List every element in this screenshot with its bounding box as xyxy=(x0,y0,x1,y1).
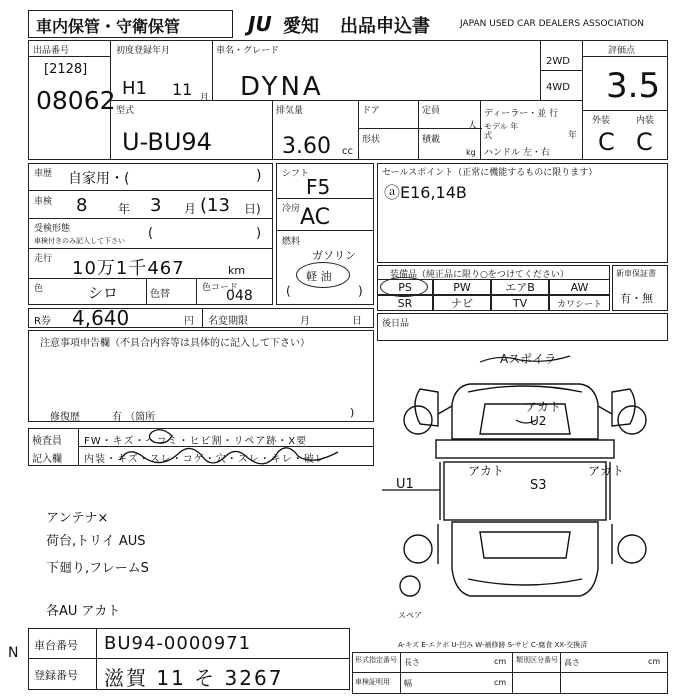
registration-label: 初度登録年月 xyxy=(116,46,171,56)
registration-month: 11 xyxy=(172,80,193,99)
org-name: 愛知 xyxy=(283,16,319,37)
association-name: JAPAN USED CAR DEALERS ASSOCIATION xyxy=(460,19,644,29)
aftermarket-label: 後日品 xyxy=(382,319,410,329)
lot-bracket-number: [2128] xyxy=(44,62,88,77)
grade-label: 評価点 xyxy=(608,46,636,56)
inspector-scribbles-icon xyxy=(110,426,380,476)
new-warranty-label: 新車保証書 xyxy=(616,269,656,278)
diagram-roof-mark: U2 xyxy=(530,414,547,428)
damage-legend: A-キズ E-エクボ U-凹み W-補修跡 S-サビ C-腐食 XX-交換済 xyxy=(398,641,588,649)
shape-label: 形状 xyxy=(362,135,381,145)
handle-side: ハンドル 左・右 xyxy=(484,148,550,158)
equipment-item: PS xyxy=(377,279,433,295)
inspection-month-unit: 月 xyxy=(184,202,197,216)
exterior-label: 外装 xyxy=(592,116,611,126)
inspection-year: 8 xyxy=(76,195,88,216)
model-year-unit: 年 xyxy=(568,131,578,141)
equipment-item: AW xyxy=(549,279,610,295)
remark-line: 各AU アカト xyxy=(46,604,121,619)
height-label: 高さ xyxy=(564,658,580,667)
repair-label: 修復歴 xyxy=(50,412,80,423)
sales-point-box xyxy=(377,163,668,263)
ac-label: 冷房 xyxy=(282,204,301,214)
inspector-row2: 内装・キズ・スレ・コゲ・穴・スレ・キレ・破レ xyxy=(84,454,326,465)
ac-value: AC xyxy=(300,205,331,230)
inspection-month: 3 xyxy=(150,195,162,216)
inspection-day: (13 xyxy=(200,195,230,216)
equipment-item: SR xyxy=(377,295,433,311)
received-label: 受検形態 xyxy=(34,224,71,234)
fuel-label: 燃料 xyxy=(282,237,301,247)
capacity-label: 定員 xyxy=(422,106,441,116)
interior-grade: C xyxy=(636,128,653,156)
doc-title: 出品申込書 xyxy=(340,16,430,37)
diagram-left-panel: アカト xyxy=(468,464,504,478)
displacement-unit: cc xyxy=(342,146,353,157)
recycle-amount: 4,640 xyxy=(72,306,130,330)
storage-label: 車内保管・守衛保管 xyxy=(36,17,181,36)
color-code-label: 色コード xyxy=(202,283,239,293)
drive-4wd: 4WD xyxy=(546,82,570,93)
inspection-day-unit: 日) xyxy=(244,202,261,216)
color-value: シロ xyxy=(88,284,119,302)
displacement-label: 排気量 xyxy=(276,106,304,116)
height-unit: cm xyxy=(648,657,661,666)
equipment-item: エアB xyxy=(491,279,549,295)
shift-value: F5 xyxy=(306,175,331,199)
length-unit: cm xyxy=(494,657,507,666)
history-label: 車歴 xyxy=(34,169,53,179)
reg-no-label: 登録番号 xyxy=(34,669,78,682)
model-label: 型式 xyxy=(116,106,135,116)
recycle-unit: 円 xyxy=(184,316,194,327)
diagram-right-panel: アカト xyxy=(588,464,624,478)
diagram-left-mark: U1 xyxy=(396,477,414,492)
lot-number: 08062 xyxy=(36,86,116,115)
mileage-value: 10万1千467 xyxy=(72,258,185,279)
shift-label: シフト xyxy=(282,169,310,179)
equipment-label: 装備品（純正品に限り○をつけてください） xyxy=(390,270,569,280)
class-number-label: 類別区分番号 xyxy=(516,656,558,664)
sales-point-label: セールスポイント（正常に機能するものに限ります） xyxy=(382,168,598,178)
chassis-value: BU94-0000971 xyxy=(104,633,252,654)
new-warranty-options: 有・無 xyxy=(620,292,653,305)
form-number-label: 形式指定番号 xyxy=(355,656,397,664)
equipment-item: PW xyxy=(433,279,491,295)
diagram-roof-paint: アカト xyxy=(525,400,561,414)
diagram-center-mark: S3 xyxy=(530,478,547,493)
lot-label: 出品番号 xyxy=(33,46,70,56)
equipment-item: ナビ xyxy=(433,295,491,311)
drive-2wd: 2WD xyxy=(546,56,570,67)
capacity-unit: 人 xyxy=(468,121,478,131)
registration-era: H1 xyxy=(122,78,147,99)
car-name-value: DYNA xyxy=(240,72,324,102)
diagram-spare-label: スペア xyxy=(398,611,422,620)
name-change-label: 名変期限 xyxy=(208,316,248,327)
notes-label: 注意事項申告欄（不具合内容等は具体的に記入して下さい） xyxy=(40,338,310,349)
sales-point-value: ⓐE16,14B xyxy=(384,183,467,202)
displacement-value: 3.60 xyxy=(282,134,331,159)
remark-line: アンテナ× xyxy=(46,511,109,526)
load-label: 積載 xyxy=(422,135,441,145)
margin-mark: N xyxy=(8,645,19,661)
diagram-top-label: Aスポイラ xyxy=(500,352,557,366)
mileage-unit: km xyxy=(228,264,246,277)
name-change-day: 日 xyxy=(352,316,362,327)
doors-label: ドア xyxy=(362,106,380,116)
equipment-item: カワシート xyxy=(549,295,610,311)
car-diagram-icon xyxy=(380,344,670,629)
received-note: 車検付きのみ記入して下さい xyxy=(34,237,125,245)
aftermarket-box xyxy=(377,313,668,341)
inspection-year-unit: 年 xyxy=(118,202,131,216)
ps-circled-icon xyxy=(380,277,428,297)
remark-line: 下廻り,フレームS xyxy=(46,561,149,576)
certification-label: 車検証明用 xyxy=(355,678,390,686)
reg-no-value: 滋賀 11 そ 3267 xyxy=(104,666,284,690)
chassis-label: 車台番号 xyxy=(34,639,78,652)
ju-logo-icon: JU xyxy=(248,12,272,36)
repair-value: 有 （箇所 xyxy=(112,412,156,423)
color-label: 色 xyxy=(34,284,44,294)
dealer-parallel: ディーラー・並 行 xyxy=(484,109,559,119)
load-unit: kg xyxy=(466,148,476,157)
inspection-label: 車検 xyxy=(34,197,53,207)
inspector-row1: FW・キズ・ヘコミ・ヒビ割・リペア跡・X要 xyxy=(84,436,308,447)
fuel-gasoline: ガソリン xyxy=(312,249,356,262)
width-label: 幅 xyxy=(404,679,412,688)
grade-value: 3.5 xyxy=(606,66,661,106)
history-value: 自家用・( xyxy=(68,171,130,187)
remark-line: 荷台,トリイ AUS xyxy=(46,534,146,549)
equipment-item: TV xyxy=(491,295,549,311)
interior-label: 内装 xyxy=(636,116,655,126)
registration-month-unit: 月 xyxy=(200,93,210,103)
model-value: U-BU94 xyxy=(122,128,212,156)
color-code: 048 xyxy=(226,288,253,304)
model-year-label: モデル 年式 xyxy=(484,122,519,140)
car-name-label: 車名・グレード xyxy=(216,46,280,56)
entry-label: 記入欄 xyxy=(32,454,62,465)
mileage-label: 走行 xyxy=(34,254,53,264)
name-change-month: 月 xyxy=(300,316,310,327)
inspector-label: 検査員 xyxy=(32,436,62,447)
fuel-diesel: 軽 油 xyxy=(306,270,332,283)
exterior-grade: C xyxy=(598,128,615,156)
recycle-label: R券 xyxy=(34,316,51,327)
color-change-label: 色替 xyxy=(150,289,170,300)
width-unit: cm xyxy=(494,678,507,687)
length-label: 長さ xyxy=(404,658,420,667)
